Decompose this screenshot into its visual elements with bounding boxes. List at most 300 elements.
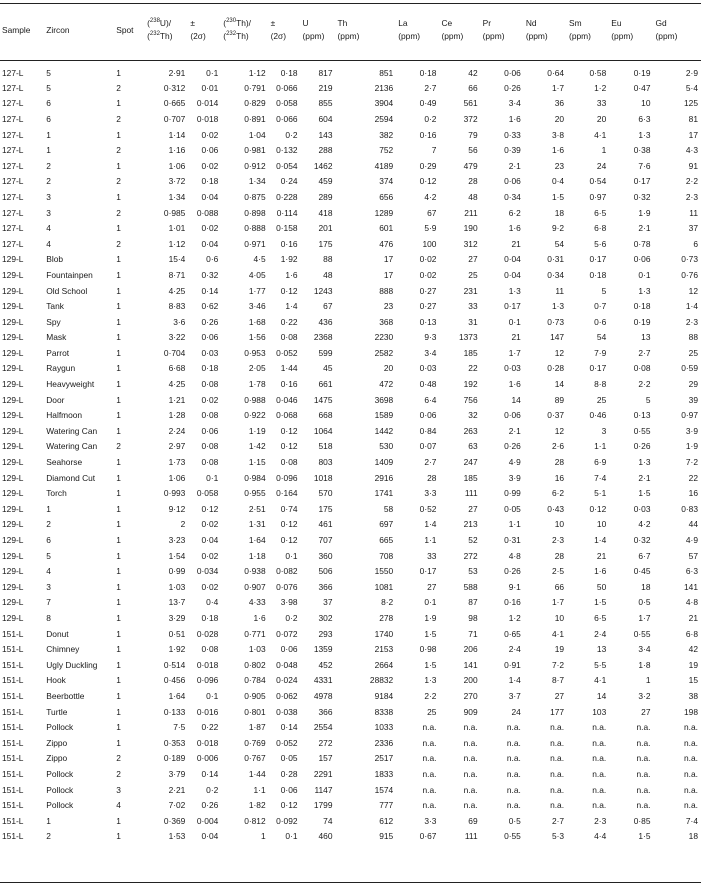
cell-gd-ppm: 3·9 [685, 425, 698, 436]
cell-sample: 151-L [2, 815, 24, 826]
cell-nd-ppm: n.a. [550, 768, 565, 779]
cell-eu-ppm: 0·18 [633, 301, 651, 312]
cell-eu-ppm: 2·2 [638, 379, 651, 390]
cell-sm-ppm: 21 [596, 550, 607, 561]
cell-eu-ppm: 18 [641, 581, 651, 592]
cell-sample: 151-L [2, 800, 24, 811]
cell-gd-ppm: 0·97 [681, 410, 698, 421]
cell-gd-ppm: 2·2 [685, 176, 698, 187]
cell-sample: 151-L [2, 784, 24, 795]
cell-eu-ppm: 0·78 [633, 238, 651, 249]
cell-sample: 127-L [2, 207, 24, 218]
cell-th-ppm: 2336 [374, 737, 394, 748]
cell-u-ppm: 74 [323, 815, 333, 826]
cell-u-th-2sigma: 0·26 [201, 316, 219, 327]
cell-th-ppm: 28832 [369, 675, 394, 686]
table-row [0, 330, 701, 346]
cell-ce-ppm: 200 [463, 675, 478, 686]
cell-u-ppm: 157 [318, 753, 333, 764]
cell-sm-ppm: 3 [601, 425, 607, 436]
cell-la-ppm: 0·84 [419, 425, 437, 436]
cell-nd-ppm: 14 [554, 379, 565, 390]
table-row [0, 423, 701, 439]
table-row [0, 158, 701, 174]
cell-th230-th232: 1·18 [248, 550, 266, 561]
cell-th230-th232: 1·1 [253, 784, 266, 795]
cell-gd-ppm: 42 [688, 644, 698, 655]
cell-nd-ppm: 1·3 [551, 301, 565, 312]
cell-th230-th232: 1·31 [248, 519, 266, 530]
cell-th230-th232: 0·875 [244, 191, 266, 202]
cell-spot: 1 [116, 68, 121, 78]
cell-u-ppm: 45 [323, 363, 333, 374]
cell-th-ppm: 2916 [374, 472, 394, 483]
table-row [0, 517, 701, 533]
cell-eu-ppm: 0·26 [633, 441, 651, 452]
cell-th-2sigma: 0·164 [276, 488, 298, 499]
cell-eu-ppm: 2·1 [638, 472, 651, 483]
cell-th-ppm: 530 [379, 441, 394, 452]
cell-th-ppm: 472 [379, 379, 394, 390]
cell-sample: 129-L [2, 316, 24, 327]
cell-spot: 1 [116, 347, 121, 358]
cell-sample: 127-L [2, 223, 24, 234]
cell-pr-ppm: 1·3 [508, 285, 521, 296]
cell-sample: 127-L [2, 82, 24, 93]
cell-pr-ppm: 0·1 [508, 316, 521, 327]
cell-u-ppm: 1462 [313, 160, 333, 171]
cell-ce-ppm: 87 [468, 597, 478, 608]
cell-pr-ppm: n.a. [506, 800, 521, 811]
cell-spot: 2 [116, 753, 121, 764]
cell-u-th-2sigma: 0·018 [196, 113, 219, 124]
cell-sample: 151-L [2, 831, 24, 842]
cell-la-ppm: 0·49 [419, 98, 437, 109]
cell-eu-ppm: 7·6 [638, 160, 651, 171]
cell-sm-ppm: n.a. [592, 800, 607, 811]
cell-u238-th232: 0·353 [163, 737, 186, 748]
cell-th-2sigma: 0·052 [276, 347, 298, 358]
cell-zircon: Beerbottle [46, 690, 85, 701]
cell-u238-th232: 4·25 [168, 379, 186, 390]
cell-nd-ppm: 1·6 [551, 145, 565, 156]
cell-u-ppm: 143 [318, 129, 333, 140]
cell-eu-ppm: 0·47 [633, 82, 651, 93]
cell-pr-ppm: 0·04 [504, 254, 521, 265]
cell-th-2sigma: 0·12 [280, 535, 298, 546]
cell-zircon: Parrot [46, 347, 70, 358]
cell-th-ppm: 1740 [374, 628, 394, 639]
cell-th-ppm: 8338 [374, 706, 394, 717]
cell-la-ppm: 0·07 [419, 441, 437, 452]
cell-u-th-2sigma: 0·4 [206, 597, 219, 608]
cell-zircon: Pollock [46, 784, 74, 795]
cell-ce-ppm: 27 [468, 503, 478, 514]
cell-spot: 1 [116, 129, 121, 140]
cell-sample: 127-L [2, 160, 24, 171]
cell-nd-ppm: 177 [550, 706, 565, 717]
cell-spot: 1 [116, 815, 121, 826]
header-th230-th232 [221, 0, 268, 60]
cell-u-th-2sigma: 0·04 [201, 535, 219, 546]
cell-spot: 1 [116, 363, 121, 374]
cell-th230-th232: 1·44 [248, 768, 266, 779]
table-row [0, 220, 701, 236]
cell-u-ppm: 707 [318, 535, 333, 546]
cell-la-ppm: 0·06 [419, 410, 437, 421]
cell-th230-th232: 1·42 [248, 441, 266, 452]
table-row [0, 189, 701, 205]
cell-th-ppm: 1442 [374, 425, 394, 436]
header-line-1: La [398, 18, 408, 28]
cell-sample: 151-L [2, 753, 24, 764]
cell-u-ppm: 1018 [313, 472, 333, 483]
cell-sample: 127-L [2, 176, 24, 187]
cell-pr-ppm: 21 [511, 332, 521, 343]
cell-u-th-2sigma: 0·088 [196, 207, 219, 218]
cell-gd-ppm: 0·83 [681, 503, 698, 514]
cell-sm-ppm: 0·97 [589, 191, 607, 202]
table-row [0, 236, 701, 252]
cell-la-ppm: 0·27 [419, 301, 437, 312]
cell-zircon: Pollock [46, 722, 74, 733]
cell-gd-ppm: 198 [684, 706, 698, 717]
cell-th-2sigma: 0·072 [276, 628, 298, 639]
cell-nd-ppm: 36 [554, 98, 565, 109]
cell-sample: 127-L [2, 129, 24, 140]
cell-th-2sigma: 0·1 [285, 550, 298, 561]
cell-u-th-2sigma: 0·1 [206, 690, 219, 701]
cell-sm-ppm: 7·9 [594, 347, 607, 358]
cell-sample: 129-L [2, 488, 24, 499]
cell-th230-th232: 0·971 [244, 238, 266, 249]
table-row [0, 314, 701, 330]
cell-th-ppm: 2664 [374, 659, 394, 670]
cell-eu-ppm: 0·38 [633, 145, 651, 156]
cell-sm-ppm: 54 [596, 332, 607, 343]
cell-la-ppm: n.a. [422, 737, 437, 748]
table-row [0, 704, 701, 720]
table-row [0, 610, 701, 626]
cell-u-th-2sigma: 0·18 [201, 612, 219, 623]
cell-th-2sigma: 0·052 [276, 737, 298, 748]
cell-ce-ppm: 372 [463, 113, 478, 124]
cell-spot: 1 [116, 675, 121, 686]
bottom-rule [0, 882, 701, 883]
cell-sm-ppm: 5·5 [594, 659, 607, 670]
cell-th-2sigma: 0·18 [280, 68, 298, 78]
cell-la-ppm: n.a. [422, 768, 437, 779]
cell-th-2sigma: 0·14 [280, 722, 298, 733]
cell-ce-ppm: 588 [463, 581, 478, 592]
cell-th-2sigma: 0·046 [276, 394, 298, 405]
cell-u238-th232: 0·99 [168, 566, 186, 577]
cell-ce-ppm: n.a. [463, 768, 478, 779]
cell-gd-ppm: n.a. [684, 722, 698, 733]
cell-gd-ppm: 29 [688, 379, 698, 390]
cell-u238-th232: 0·704 [163, 347, 186, 358]
cell-gd-ppm: 17 [688, 129, 698, 140]
cell-th-2sigma: 0·12 [280, 519, 298, 530]
cell-ce-ppm: 42 [468, 68, 478, 78]
cell-th230-th232: 1·64 [248, 535, 266, 546]
cell-u-th-2sigma: 0·6 [206, 254, 219, 265]
cell-th-ppm: 888 [379, 285, 394, 296]
cell-sm-ppm: 14 [596, 690, 607, 701]
cell-eu-ppm: 0·32 [633, 191, 651, 202]
cell-nd-ppm: 1·5 [551, 191, 565, 202]
header-line-1: U [302, 18, 309, 28]
cell-th230-th232: 1·82 [248, 800, 266, 811]
cell-sample: 127-L [2, 145, 24, 156]
cell-gd-ppm: 21 [688, 612, 698, 623]
cell-ce-ppm: 32 [468, 410, 478, 421]
cell-spot: 1 [116, 550, 121, 561]
table-row [0, 392, 701, 408]
cell-eu-ppm: 2·7 [638, 347, 651, 358]
cell-la-ppm: 1·5 [424, 659, 437, 670]
cell-u238-th232: 3·22 [168, 332, 186, 343]
cell-nd-ppm: 7·2 [551, 659, 565, 670]
cell-zircon: Watering Can [46, 425, 98, 436]
cell-th-2sigma: 0·066 [276, 82, 298, 93]
cell-zircon: Ugly Duckling [46, 659, 98, 670]
cell-sample: 129-L [2, 363, 24, 374]
cell-u238-th232: 15·4 [168, 254, 186, 265]
cell-th-ppm: 17 [383, 254, 394, 265]
cell-sm-ppm: 0·46 [589, 410, 607, 421]
cell-th-ppm: 3904 [374, 98, 394, 109]
header-line-1: Eu [611, 18, 622, 28]
cell-pr-ppm: n.a. [506, 768, 521, 779]
cell-gd-ppm: 6·8 [685, 628, 698, 639]
cell-la-ppm: 4·2 [424, 191, 437, 202]
cell-sm-ppm: 2·3 [594, 815, 607, 826]
cell-la-ppm: n.a. [422, 800, 437, 811]
cell-u-ppm: 219 [318, 82, 333, 93]
cell-sm-ppm: 103 [592, 706, 607, 717]
header-gd-ppm [654, 0, 701, 60]
cell-th230-th232: 0·984 [244, 472, 266, 483]
cell-nd-ppm: 2·5 [551, 566, 565, 577]
cell-nd-ppm: 9·2 [551, 223, 565, 234]
cell-eu-ppm: 0·19 [633, 316, 651, 327]
header-pr-ppm [481, 0, 524, 60]
cell-spot: 2 [116, 207, 121, 218]
cell-th230-th232: 4·05 [248, 269, 266, 280]
cell-u-th-2sigma: 0·004 [196, 815, 219, 826]
cell-sm-ppm: 7·4 [594, 472, 607, 483]
cell-eu-ppm: 3·2 [638, 690, 651, 701]
cell-th230-th232: 0·767 [244, 753, 266, 764]
header-line-1: Sm [569, 18, 582, 28]
cell-th-2sigma: 0·12 [280, 441, 298, 452]
header-line-2: (ppm) [398, 31, 421, 41]
header-line-1: Spot [116, 24, 134, 35]
cell-u238-th232: 8·71 [168, 269, 186, 280]
cell-la-ppm: 27 [427, 581, 437, 592]
cell-u238-th232: 1·54 [168, 550, 186, 561]
cell-gd-ppm: n.a. [684, 800, 698, 811]
cell-la-ppm: 0·17 [419, 566, 437, 577]
cell-sm-ppm: 1·2 [594, 82, 607, 93]
cell-nd-ppm: 147 [550, 332, 565, 343]
table-row [0, 673, 701, 689]
cell-la-ppm: 0·29 [419, 160, 437, 171]
cell-sm-ppm: 50 [596, 581, 607, 592]
cell-sm-ppm: 25 [596, 394, 607, 405]
cell-th-2sigma: 0·28 [280, 768, 298, 779]
cell-u-ppm: 1243 [313, 285, 333, 296]
cell-th-ppm: 278 [379, 612, 394, 623]
cell-u238-th232: 8·83 [168, 301, 186, 312]
cell-sm-ppm: 0·6 [594, 316, 607, 327]
cell-u-ppm: 37 [323, 597, 333, 608]
cell-th230-th232: 0·829 [244, 98, 266, 109]
cell-u238-th232: 6·68 [168, 363, 186, 374]
cell-u238-th232: 0·133 [163, 706, 186, 717]
cell-pr-ppm: 0·26 [504, 441, 521, 452]
cell-u-th-2sigma: 0·08 [201, 410, 219, 421]
cell-u-th-2sigma: 0·08 [201, 644, 219, 655]
cell-pr-ppm: 3·7 [508, 690, 521, 701]
cell-zircon: Spy [46, 316, 61, 327]
cell-spot: 1 [116, 316, 121, 327]
cell-la-ppm: n.a. [422, 784, 437, 795]
cell-u238-th232: 9·12 [168, 503, 186, 514]
cell-la-ppm: 1·4 [424, 519, 437, 530]
cell-th-2sigma: 0·048 [276, 659, 298, 670]
cell-eu-ppm: 0·03 [633, 503, 651, 514]
cell-zircon: Pollock [46, 800, 74, 811]
cell-la-ppm: 25 [427, 706, 437, 717]
cell-zircon: Blob [46, 254, 64, 265]
cell-la-ppm: 9·3 [424, 332, 437, 343]
cell-ce-ppm: 185 [463, 347, 478, 358]
cell-pr-ppm: 1·6 [508, 223, 521, 234]
cell-nd-ppm: n.a. [550, 753, 565, 764]
cell-sm-ppm: 0·17 [589, 363, 607, 374]
cell-u-th-2sigma: 0·096 [196, 675, 219, 686]
cell-eu-ppm: 0·32 [633, 535, 651, 546]
cell-u-ppm: 175 [318, 503, 333, 514]
header-u-ppm [301, 0, 336, 60]
cell-zircon: Turtle [46, 706, 68, 717]
header-th-ppm [336, 0, 397, 60]
cell-la-ppm: 0·67 [419, 831, 437, 842]
cell-sm-ppm: 1 [601, 145, 607, 156]
cell-th-ppm: 2517 [374, 753, 394, 764]
cell-nd-ppm: 2·3 [551, 535, 565, 546]
cell-u-th-2sigma: 0·018 [196, 659, 219, 670]
cell-gd-ppm: n.a. [684, 753, 698, 764]
cell-nd-ppm: 1·7 [551, 597, 565, 608]
cell-th-2sigma: 0·038 [276, 706, 298, 717]
cell-pr-ppm: 4·9 [508, 457, 521, 468]
cell-gd-ppm: 91 [688, 160, 698, 171]
cell-spot: 2 [116, 176, 121, 187]
cell-gd-ppm: 19 [688, 659, 698, 670]
table-row [0, 361, 701, 377]
cell-la-ppm: 0·98 [419, 644, 437, 655]
cell-sample: 129-L [2, 254, 24, 265]
cell-gd-ppm: 38 [688, 690, 698, 701]
cell-u-th-2sigma: 0·018 [196, 737, 219, 748]
table-row [0, 829, 701, 845]
cell-sample: 127-L [2, 98, 24, 109]
cell-nd-ppm: 11 [555, 285, 565, 296]
cell-eu-ppm: 4·2 [638, 519, 651, 530]
cell-nd-ppm: 0·34 [547, 269, 565, 280]
cell-zircon: 5 [46, 82, 51, 93]
cell-spot: 2 [116, 238, 121, 249]
cell-sample: 151-L [2, 706, 24, 717]
cell-pr-ppm: n.a. [506, 722, 521, 733]
cell-zircon: 3 [46, 207, 51, 218]
cell-pr-ppm: 0·99 [504, 488, 521, 499]
cell-th-ppm: 1033 [374, 722, 394, 733]
cell-zircon: Mask [46, 332, 67, 343]
cell-u-ppm: 570 [318, 488, 333, 499]
cell-zircon: Door [46, 394, 65, 405]
cell-zircon: 4 [46, 223, 51, 234]
cell-u-ppm: 67 [323, 301, 333, 312]
cell-th-ppm: 612 [379, 815, 394, 826]
cell-sm-ppm: n.a. [592, 768, 607, 779]
table-row [0, 782, 701, 798]
table-row [0, 579, 701, 595]
cell-sample: 129-L [2, 347, 24, 358]
cell-u-th-2sigma: 0·02 [201, 129, 219, 140]
header-line-2: (ppm) [482, 31, 505, 41]
cell-sample: 151-L [2, 659, 24, 670]
table-row [0, 454, 701, 470]
header-line-1: ± [190, 18, 195, 28]
cell-u-th-2sigma: 0·02 [201, 519, 219, 530]
cell-spot: 3 [116, 784, 121, 795]
cell-zircon: 6 [46, 98, 51, 109]
cell-u-th-2sigma: 0·1 [206, 68, 219, 78]
header-line-1: ($^{238}$U)/ [147, 18, 172, 28]
cell-zircon: Seahorse [46, 457, 83, 468]
cell-u238-th232: 3·79 [168, 768, 186, 779]
cell-gd-ppm: 2·3 [685, 316, 698, 327]
cell-u238-th232: 1·12 [168, 238, 186, 249]
cell-th230-th232: 0·784 [244, 675, 266, 686]
cell-spot: 1 [116, 722, 121, 733]
cell-ce-ppm: 190 [463, 223, 478, 234]
cell-eu-ppm: 1·9 [638, 207, 651, 218]
cell-la-ppm: 2·7 [424, 82, 437, 93]
table-row [0, 797, 701, 813]
cell-th230-th232: 1·87 [248, 722, 266, 733]
cell-th-ppm: 665 [379, 535, 394, 546]
cell-th-2sigma: 0·12 [280, 285, 298, 296]
cell-zircon: 1 [46, 503, 51, 514]
cell-th-2sigma: 0·092 [276, 815, 298, 826]
cell-u-ppm: 599 [318, 347, 333, 358]
cell-th230-th232: 1·34 [248, 176, 266, 187]
cell-spot: 1 [116, 597, 121, 608]
header-line-1: Zircon [46, 24, 70, 35]
cell-sample: 129-L [2, 581, 24, 592]
cell-gd-ppm: 4·3 [685, 145, 698, 156]
cell-eu-ppm: n.a. [636, 768, 651, 779]
cell-gd-ppm: 22 [688, 472, 698, 483]
cell-pr-ppm: 0·65 [504, 628, 521, 639]
cell-ce-ppm: 27 [468, 254, 478, 265]
cell-pr-ppm: 24 [511, 706, 521, 717]
